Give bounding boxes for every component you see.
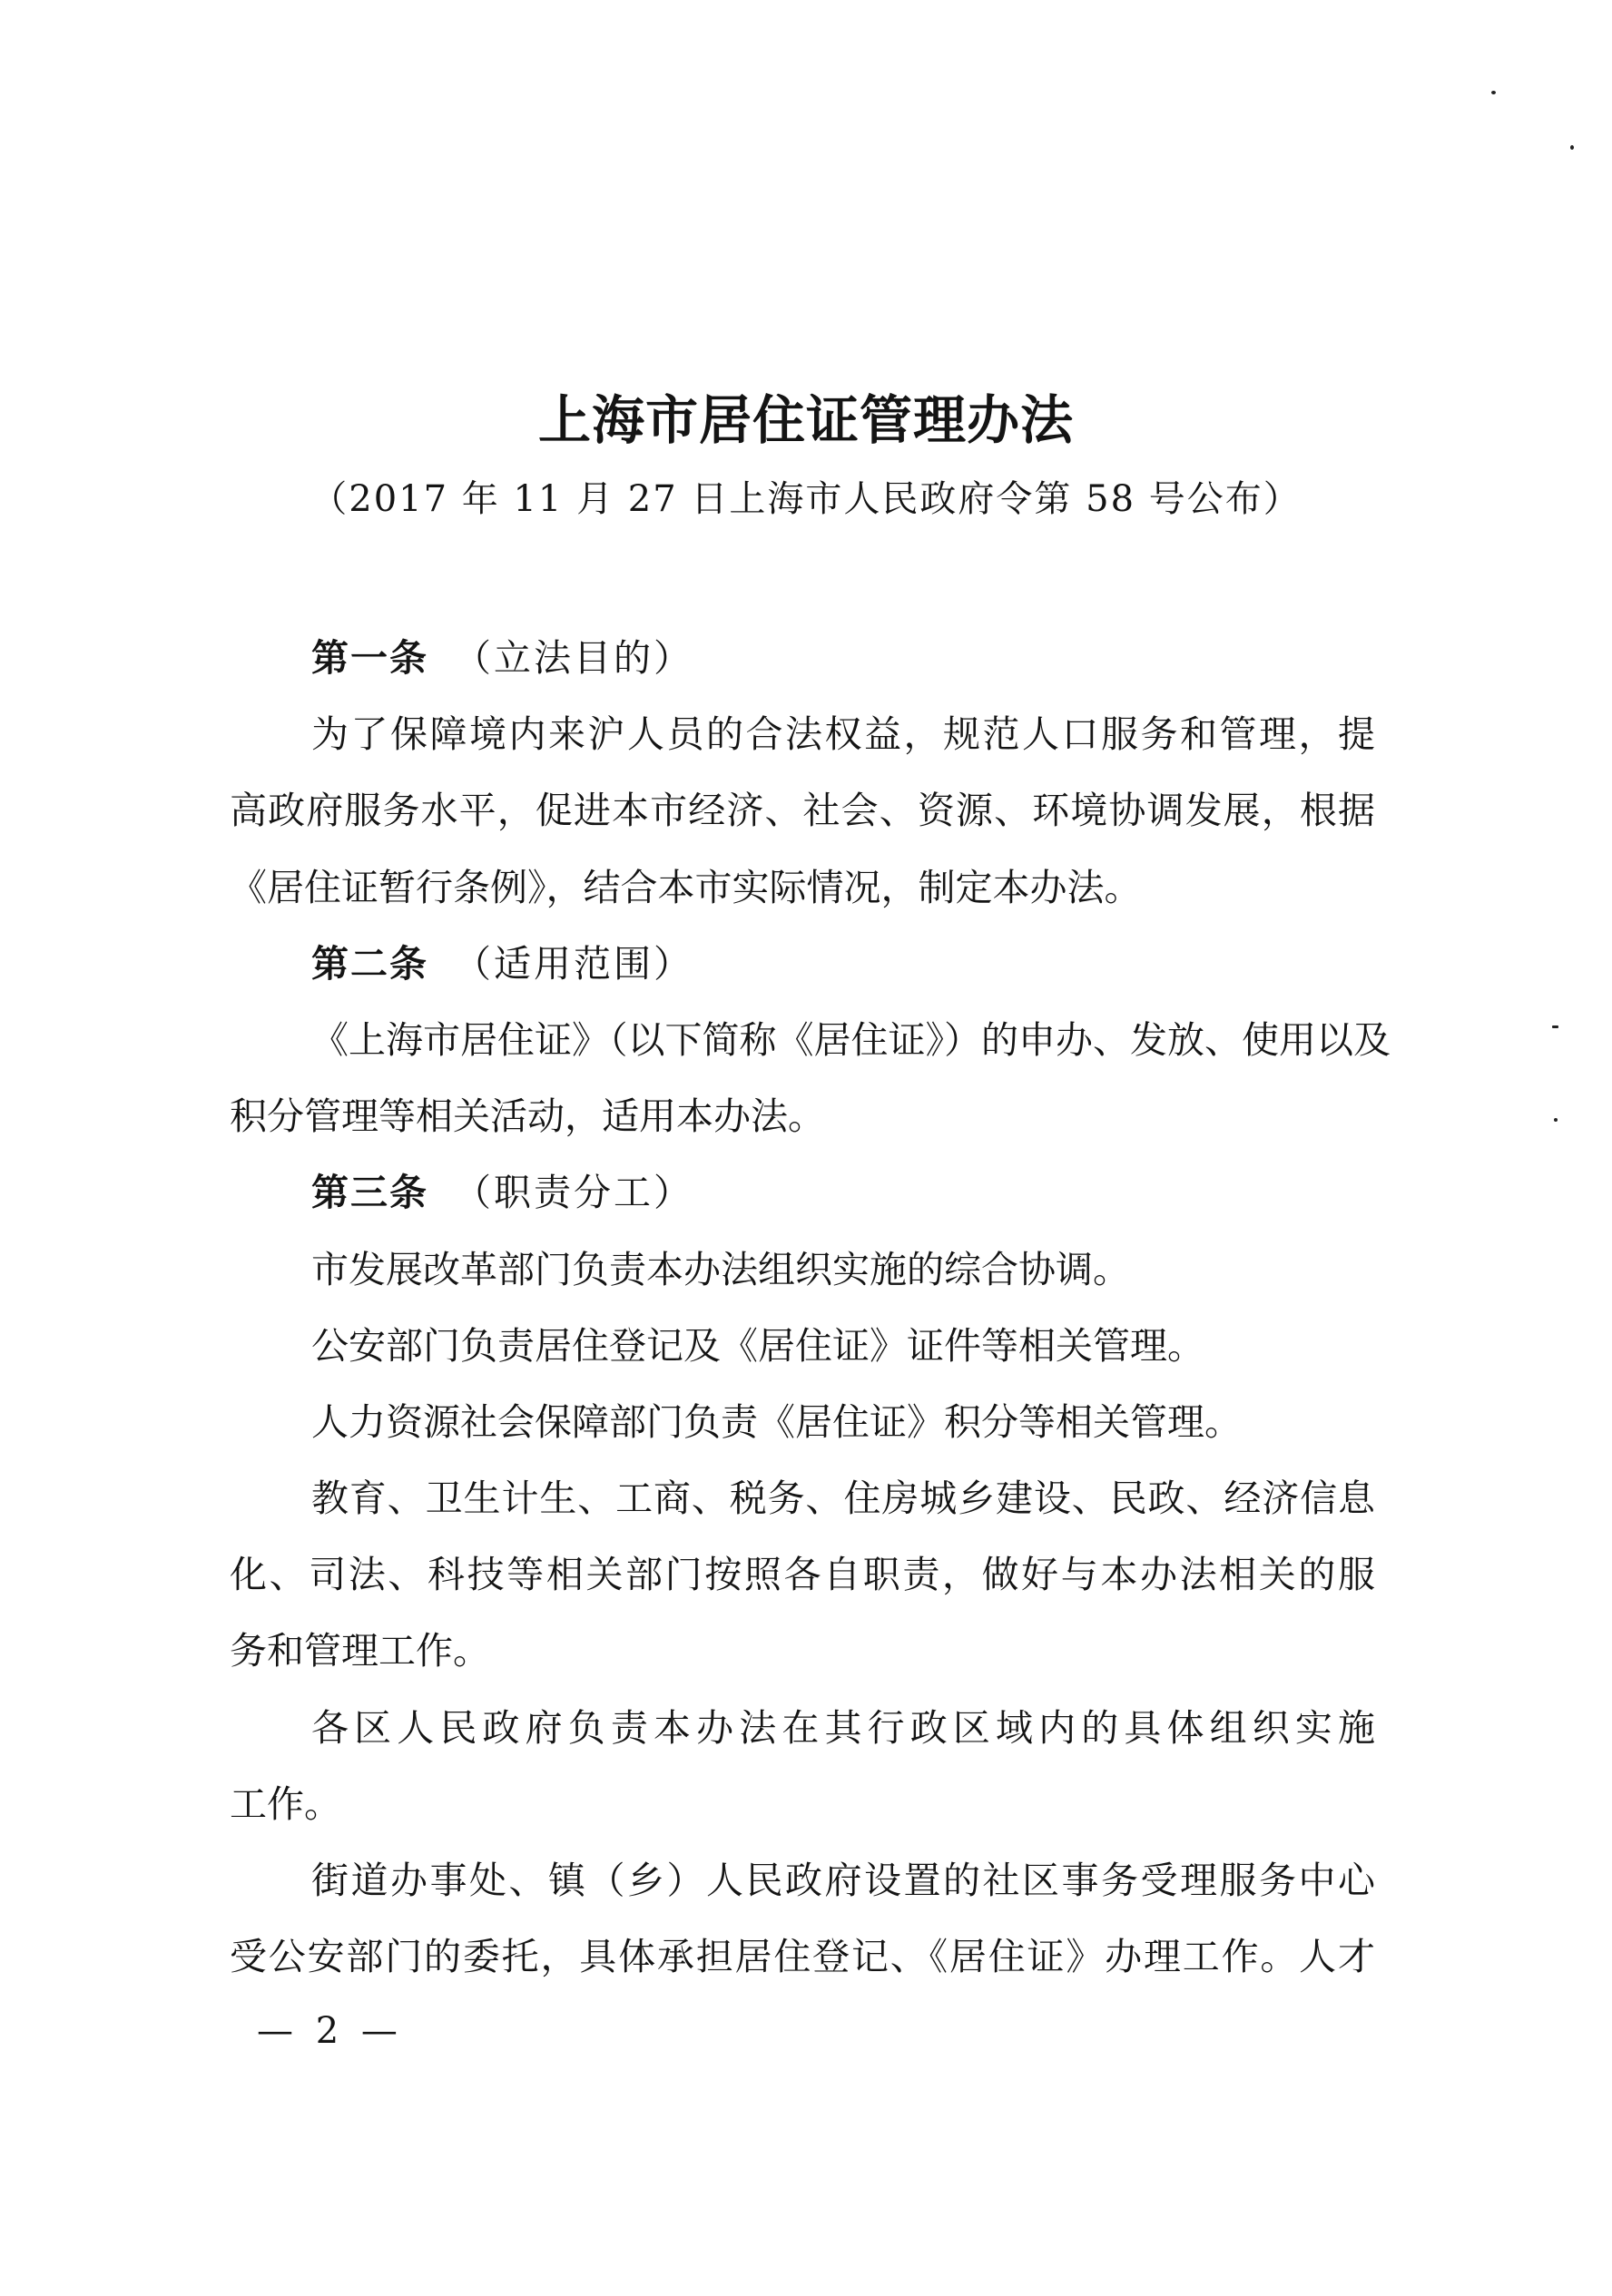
article-number: 第三条 [311, 1171, 428, 1215]
article-topic: （职责分工） [454, 1171, 693, 1215]
body-text-line: 《上海市居住证》（以下简称《居住证》）的申办、发放、使用以及 [311, 1017, 1391, 1062]
body-text-line: 化、司法、科技等相关部门按照各自职责，做好与本办法相关的服 [230, 1553, 1375, 1597]
body-text-line: 受公安部门的委托，具体承担居住登记、《居住证》办理工作。人才 [230, 1935, 1375, 1979]
article-heading [230, 620, 1375, 696]
body-text-line: 《居住证暂行条例》，结合本市实际情况，制定本办法。 [230, 865, 1142, 909]
body-text-line: 公安部门负责居住登记及《居住证》证件等相关管理。 [311, 1323, 1204, 1368]
body-text-line: 街道办事处、镇（乡）人民政府设置的社区事务受理服务中心 [311, 1859, 1375, 1902]
article-heading [230, 1154, 1375, 1231]
page-number: — 2 — [257, 2010, 403, 2052]
body-text-line: 务和管理工作。 [230, 1629, 490, 1673]
article-heading [230, 926, 1375, 1002]
body-text-line: 高政府服务水平，促进本市经济、社会、资源、环境协调发展，根据 [230, 789, 1375, 833]
body-text-line: 各区人民政府负责本办法在其行政区域内的具体组织实施 [311, 1705, 1375, 1750]
article-topic: （适用范围） [454, 941, 693, 986]
document-title: 上海市居住证管理办法 [537, 389, 1074, 451]
scan-speck [1554, 1118, 1558, 1122]
body-text-line: 为了保障境内来沪人员的合法权益，规范人口服务和管理，提 [311, 712, 1375, 757]
body-text-line: 积分管理等相关活动，适用本办法。 [230, 1094, 825, 1139]
article-topic: （立法目的） [454, 636, 693, 680]
body-text-line: 人力资源社会保障部门负责《居住证》积分等相关管理。 [311, 1399, 1242, 1444]
scan-speck [1570, 145, 1574, 150]
document-body [230, 620, 1391, 1995]
scan-speck [1552, 1025, 1558, 1028]
article-number: 第二条 [311, 941, 428, 986]
article-number: 第一条 [311, 636, 428, 680]
document-subtitle: （2017 年 11 月 27 日上海市人民政府令第 58 号公布） [310, 478, 1302, 520]
scan-speck [1491, 91, 1496, 94]
body-text-line: 教育、卫生计生、工商、税务、住房城乡建设、民政、经济信息 [311, 1477, 1375, 1521]
body-text-line: 工作。 [230, 1781, 341, 1826]
body-text-line: 市发展改革部门负责本办法组织实施的综合协调。 [311, 1247, 1130, 1291]
